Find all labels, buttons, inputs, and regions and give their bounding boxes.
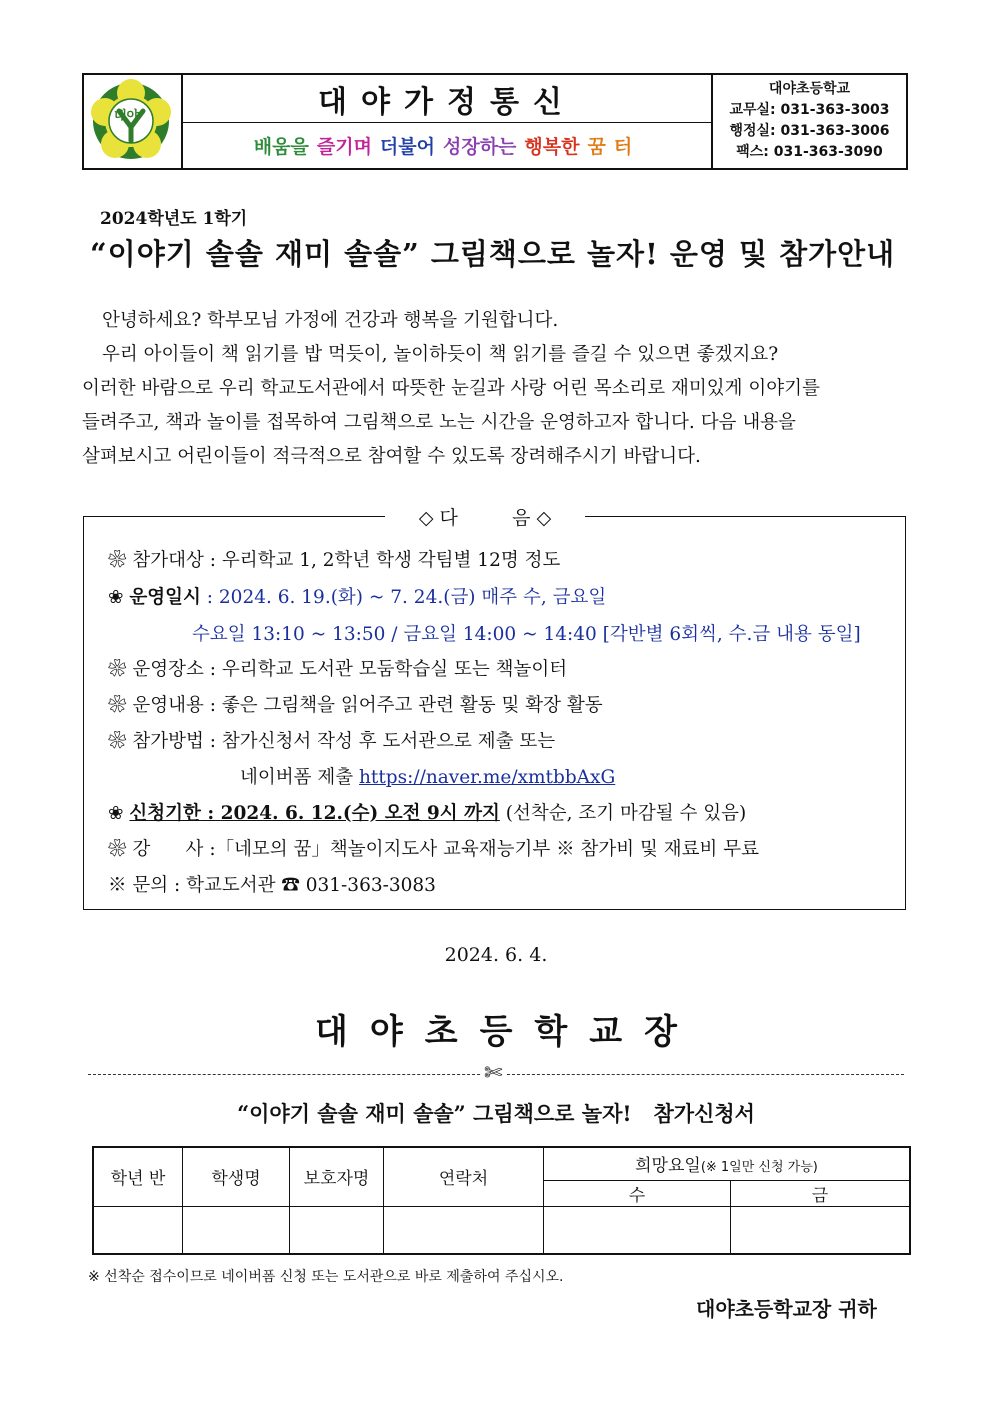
flower-bullet-icon: ❀ — [108, 587, 124, 608]
header-contact: 연락처 — [384, 1147, 544, 1206]
detail-instructor: ❀ 강 사 :「네모의 꿈」책놀이지도사 교육재능기부 ※ 참가비 및 재료비 무료 — [108, 839, 760, 860]
detail-label: 운영내용 — [132, 695, 204, 716]
naver-form-link[interactable]: https://naver.me/xmtbbAxG — [359, 767, 616, 788]
phone-admin: 행정실: 031-363-3006 — [729, 123, 890, 139]
logo-text: 대야 — [114, 109, 140, 124]
flower-bullet-icon: ❀ — [108, 803, 124, 824]
submission-notice: ※ 선착순 접수이므로 네이버폼 신청 또는 도서관으로 바로 제출하여 주십시오. — [88, 1269, 564, 1285]
slogan-word: 행복한 — [524, 136, 580, 158]
detail-method: ❀ 참가방법 : 참가신청서 작성 후 도서관으로 제출 또는 — [108, 731, 556, 752]
flower-bullet-icon: ❀ — [108, 731, 127, 752]
detail-value: 2024. 6. 12.(수) 오전 9시 까지 — [220, 803, 500, 824]
intro-paragraph-line: 살펴보시고 어린이들이 적극적으로 참여할 수 있도록 장려해주시기 바랍니다. — [82, 446, 701, 467]
detail-method-line2 — [240, 763, 615, 789]
intro-paragraph-line: 우리 아이들이 책 읽기를 밥 먹듯이, 놀이하듯이 책 읽기를 즐길 수 있으면 좋겠지요? — [102, 344, 779, 365]
input-class[interactable] — [93, 1206, 183, 1254]
detail-label: 신청기한 — [129, 803, 201, 824]
preferred-day-note: (※ 1일만 신청 가능) — [700, 1160, 818, 1176]
detail-value: 2024. 6. 19.(화) ~ 7. 24.(금) 매주 수, 금요일 — [218, 587, 607, 608]
slogan-word: 즐기며 — [316, 136, 372, 158]
newsletter-title: 대야가정통신 — [183, 75, 711, 123]
detail-value: 네이버폼 제출 — [240, 767, 354, 788]
greeting-paragraph: 안녕하세요? 학부모님 가정에 건강과 행복을 기원합니다. — [102, 310, 559, 331]
school-name: 대야초등학교 — [768, 81, 851, 97]
phone-office: 교무실: 031-363-3003 — [729, 102, 890, 118]
input-contact[interactable] — [384, 1206, 544, 1254]
detail-place: ❀ 운영장소 : 우리학교 도서관 모둠학습실 또는 책놀이터 — [108, 659, 568, 680]
detail-value: 「네모의 꿈」책놀이지도사 교육재능기부 ※ 참가비 및 재료비 무료 — [215, 839, 760, 860]
slogan-word: 성장하는 — [442, 136, 517, 158]
details-heading: ◇ 다 음 ◇ — [385, 503, 585, 530]
detail-label: 참가방법 — [132, 731, 204, 752]
detail-label: 강 사 — [132, 839, 204, 860]
header-wednesday: 수 — [544, 1180, 731, 1206]
detail-label: 운영일시 — [129, 587, 201, 608]
flower-bullet-icon: ❀ — [108, 695, 127, 716]
slogan-word: 꿈 — [587, 136, 606, 158]
header-student-name: 학생명 — [183, 1147, 290, 1206]
header-guardian-name: 보호자명 — [290, 1147, 384, 1206]
flower-bullet-icon: ❀ — [108, 659, 127, 680]
application-form-title: “이야기 솔솔 재미 솔솔” 그림책으로 놀자! 참가신청서 — [237, 1101, 755, 1126]
intro-paragraph-line: 이러한 바람으로 우리 학교도서관에서 따뜻한 눈길과 사랑 어린 목소리로 재미있게 이야기를 — [82, 378, 820, 399]
detail-content: ❀ 운영내용 : 좋은 그림책을 읽어주고 관련 활동 및 확장 활동 — [108, 695, 603, 716]
detail-target: ❀ 참가대상 : 우리학교 1, 2학년 학생 각팀별 12명 정도 — [108, 550, 561, 571]
principal-signature: 대야초등학교장 — [315, 1012, 699, 1052]
flower-bullet-icon: ❀ — [108, 550, 127, 571]
input-wednesday[interactable] — [544, 1206, 731, 1254]
newsletter-header — [82, 73, 908, 170]
school-slogan — [183, 123, 711, 168]
notice-title: “이야기 솔솔 재미 솔솔” 그림책으로 놀자! 운영 및 참가안내 — [90, 237, 896, 271]
detail-label: 참가대상 — [132, 550, 204, 571]
fax-number: 팩스: 031-363-3090 — [736, 144, 883, 160]
detail-schedule: ❀ 운영일시 : 2024. 6. 19.(화) ~ 7. 24.(금) 매주 수, 금요일 — [108, 587, 607, 608]
detail-value: 참가신청서 작성 후 도서관으로 제출 또는 — [221, 731, 556, 752]
detail-value: 우리학교 도서관 모둠학습실 또는 책놀이터 — [221, 659, 568, 680]
flower-bullet-icon: ❀ — [108, 839, 127, 860]
slogan-word: 더불어 — [379, 136, 435, 158]
slogan-word: 터 — [613, 136, 633, 158]
intro-paragraph-line: 들려주고, 책과 놀이를 접목하여 그림책으로 노는 시간을 운영하고자 합니다. 다음 내용을 — [82, 412, 796, 433]
header-preferred-day — [544, 1147, 911, 1180]
input-student-name[interactable] — [183, 1206, 290, 1254]
input-friday[interactable] — [731, 1206, 911, 1254]
logo-cell — [84, 75, 183, 168]
preferred-day-label: 희망요일 — [635, 1156, 701, 1177]
header-class: 학년 반 — [93, 1147, 183, 1206]
school-contact-info — [711, 75, 906, 168]
application-form-table — [92, 1146, 911, 1255]
header-friday: 금 — [731, 1180, 911, 1206]
scissors-icon: ✄ — [480, 1061, 506, 1086]
detail-contact: ※ 문의 : 학교도서관 ☎ 031-363-3083 — [108, 875, 436, 896]
slogan-word: 배움을 — [253, 136, 309, 158]
detail-deadline: ❀ 신청기한 : 2024. 6. 12.(수) 오전 9시 까지 (선착순, 조기 마감될 수 있음) — [108, 803, 747, 824]
input-guardian-name[interactable] — [290, 1206, 384, 1254]
detail-schedule-times: 수요일 13:10 ~ 13:50 / 금요일 14:00 ~ 14:40 [각반별 6회씩, 수.금 내용 동일] — [192, 624, 861, 645]
detail-label: 운영장소 — [132, 659, 204, 680]
semester-subtitle: 2024학년도 1학기 — [100, 209, 248, 229]
issue-date: 2024. 6. 4. — [444, 944, 548, 966]
detail-value: 좋은 그림책을 읽어주고 관련 활동 및 확장 활동 — [221, 695, 603, 716]
deadline-note: (선착순, 조기 마감될 수 있음) — [505, 803, 747, 824]
form-recipient: 대야초등학교장 귀하 — [696, 1297, 877, 1321]
detail-value: 우리학교 1, 2학년 학생 각팀별 12명 정도 — [221, 550, 561, 571]
